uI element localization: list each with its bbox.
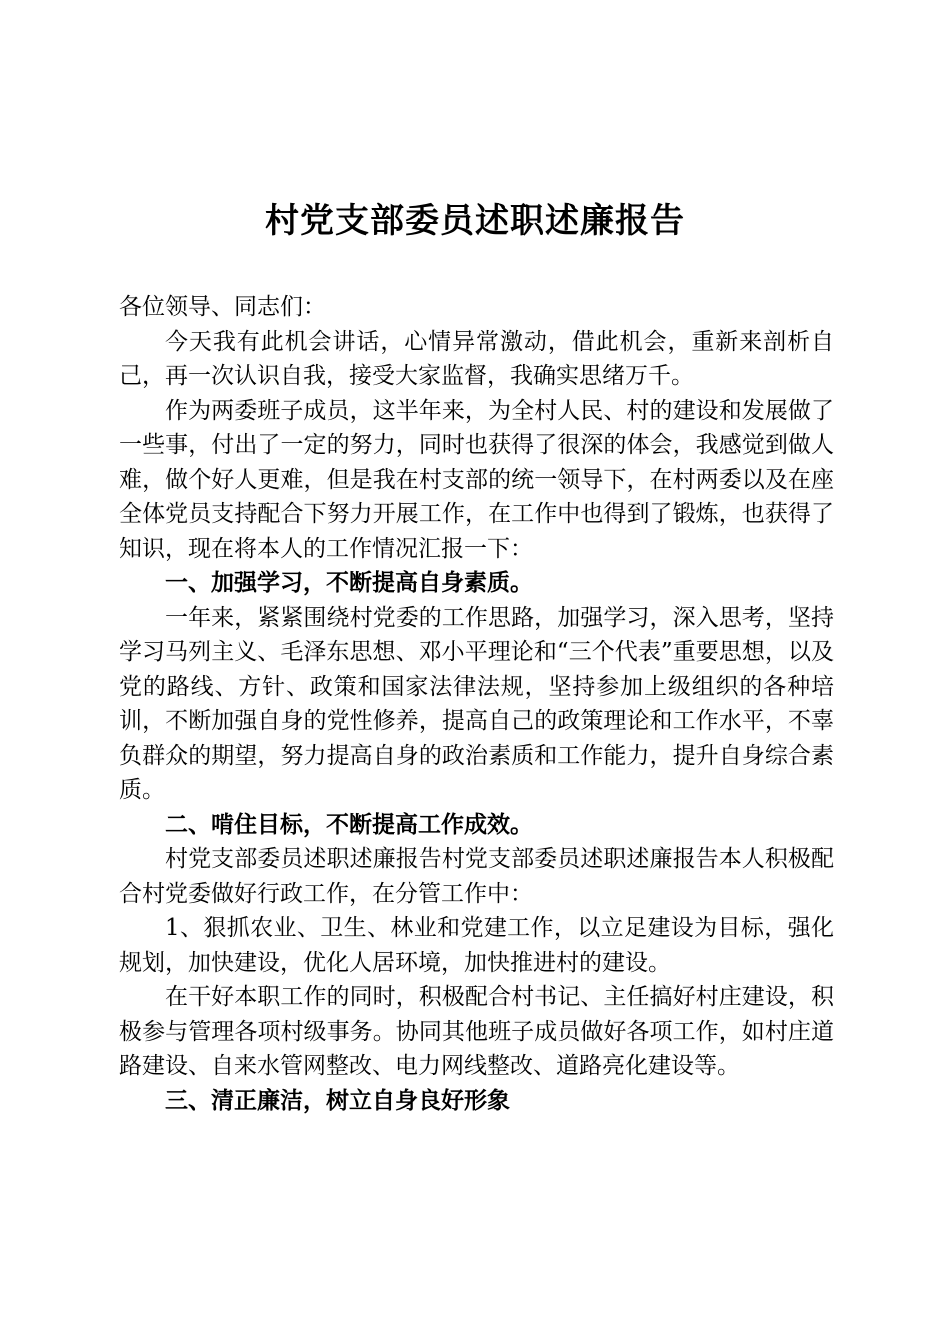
section-heading-2: 二、啃住目标，不断提高工作成效。 bbox=[165, 811, 533, 838]
paragraph-study: 一年来，紧紧围绕村党委的工作思路，加强学习，深入思考，坚持学习马列主义、毛泽东思想、邓小平理论和“三个代表”重要思想，以及党的路线、方针、政策和国家法律法规，坚持参加上级组织的各种培训，不断加强自身的党性修养，提高自己的政策理论和工作水平，不辜负群众的期望，努力提高自身的政治素质和工作能力，提升自身综合素质。 bbox=[119, 604, 834, 803]
section-heading-3: 三、清正廉洁，树立自身良好形象 bbox=[165, 1087, 510, 1114]
paragraph-work: 村党支部委员述职述廉报告村党支部委员述职述廉报告本人积极配合村党委做好行政工作，在分管工作中： bbox=[119, 846, 834, 907]
document-body bbox=[119, 290, 834, 1118]
salutation: 各位领导、同志们： bbox=[119, 294, 326, 320]
paragraph-opening: 今天我有此机会讲话，心情异常激动，借此机会，重新来剖析自己，再一次认识自我，接受大家监督，我确实思绪万千。 bbox=[119, 328, 834, 389]
paragraph-intro: 作为两委班子成员，这半年来，为全村人民、村的建设和发展做了一些事，付出了一定的努力，同时也获得了很深的体会，我感觉到做人难，做个好人更难，但是我在村支部的统一领导下，在村两委以及在座全体党员支持配合下努力开展工作，在工作中也得到了锻炼，也获得了知识，现在将本人的工作情况汇报一下： bbox=[119, 397, 834, 562]
document-title: 村党支部委员述职述廉报告 bbox=[265, 201, 685, 241]
paragraph-duties: 在干好本职工作的同时，积极配合村书记、主任搞好村庄建设，积极参与管理各项村级事务。协同其他班子成员做好各项工作，如村庄道路建设、自来水管网整改、电力网线整改、道路亮化建设等。 bbox=[119, 984, 834, 1079]
section-heading-1: 一、加强学习，不断提高自身素质。 bbox=[165, 570, 533, 596]
paragraph-item-1: 1、狠抓农业、卫生、林业和党建工作，以立足建设为目标，强化规划，加快建设，优化人居环境，加快推进村的建设。 bbox=[119, 915, 834, 976]
